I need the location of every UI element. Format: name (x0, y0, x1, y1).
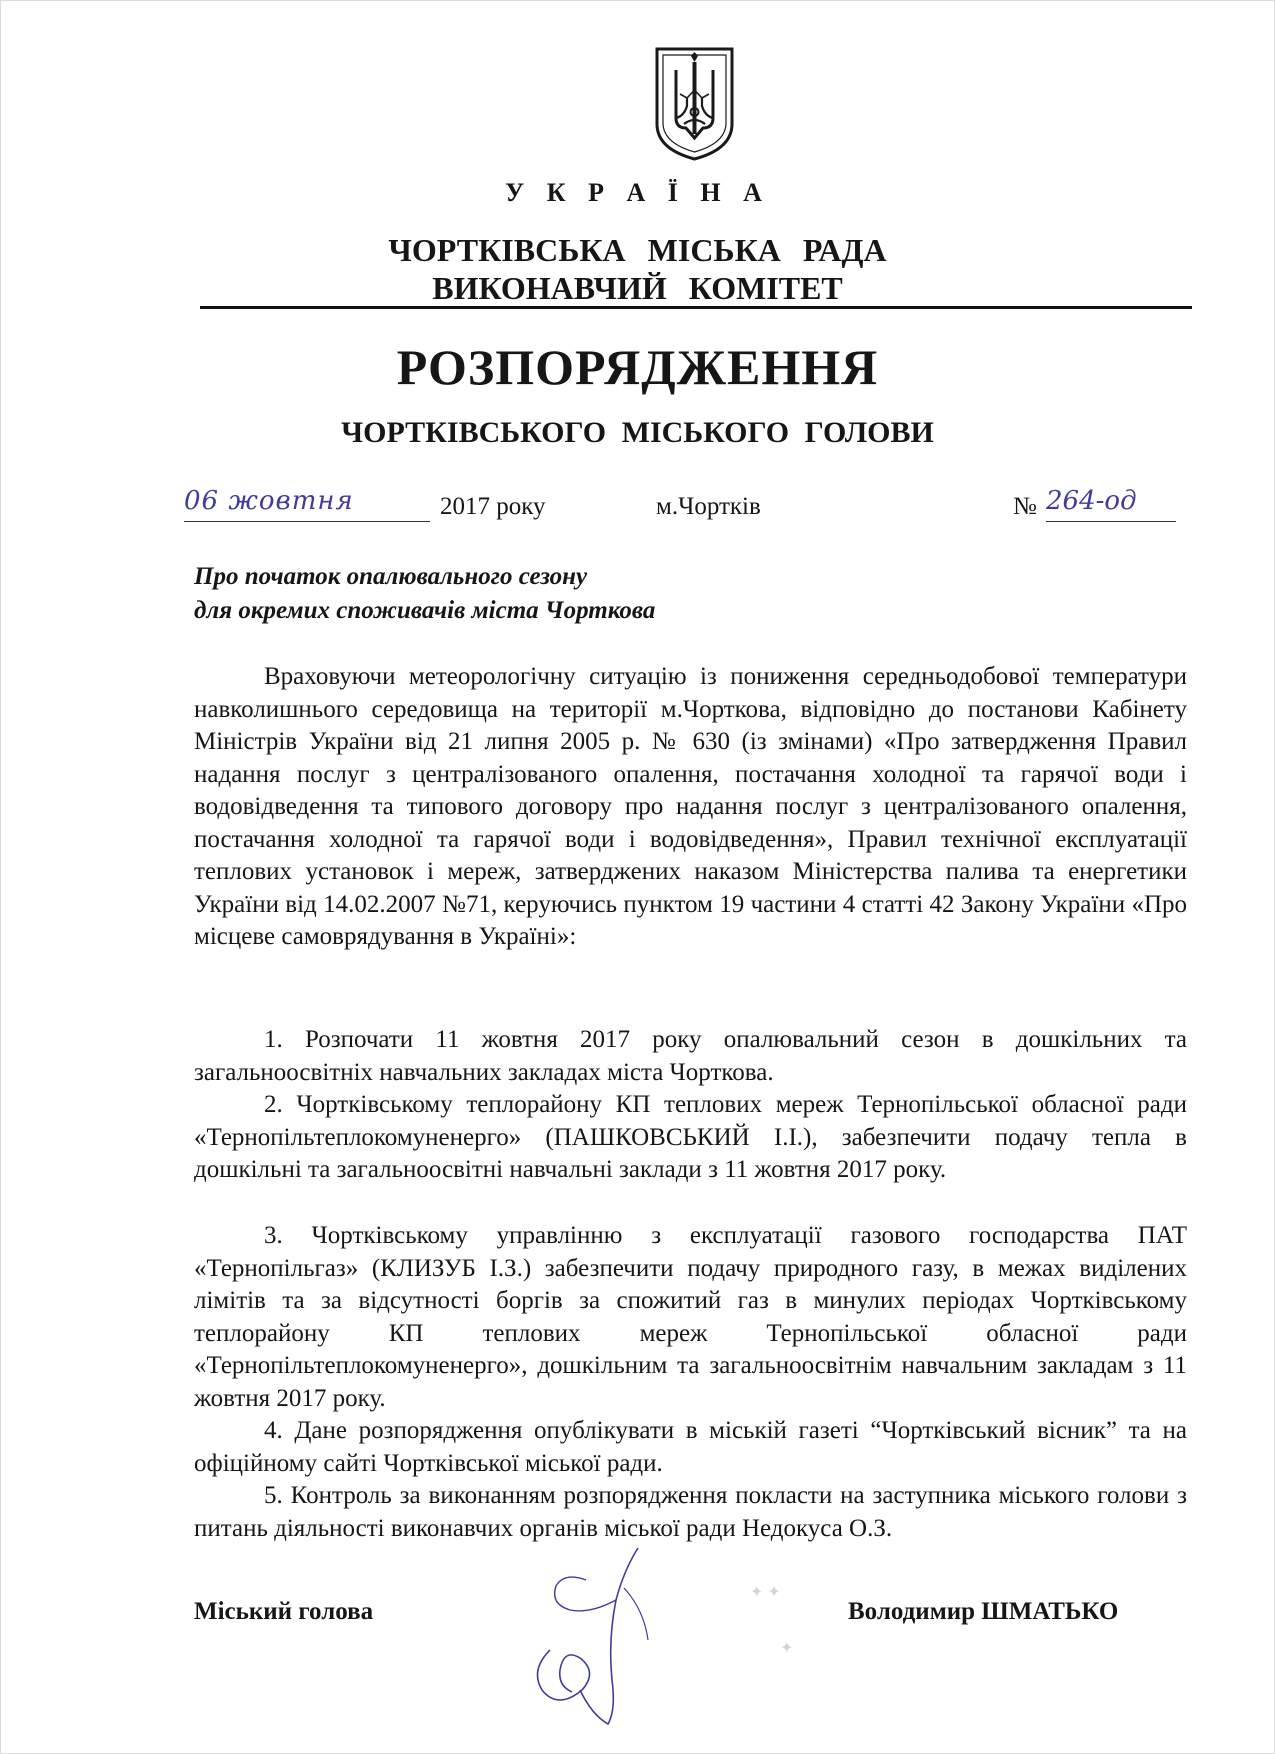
faint-stamp-mark: ✦ (780, 1640, 794, 1657)
handwritten-date: 06 жовтня (184, 486, 354, 516)
order-item-4: 4. Дане розпорядження опублікувати в міській газеті “Чортківський вісник” та на офіційному сайті Чортківської міської ради. (194, 1417, 1187, 1477)
faint-stamp-mark: ✦ ✦ (750, 1584, 781, 1601)
date-year: 2017 року (440, 493, 546, 520)
handwritten-signature-icon (520, 1540, 660, 1730)
handwritten-number: 264-од (1046, 486, 1137, 516)
order-item-5: 5. Контроль за виконанням розпорядження покласти на заступника міського голови з питань діяльності виконавчих органів міської ради Недокуса О.З. (194, 1482, 1187, 1542)
signatory-name: Володимир ШМАТЬКО (848, 1598, 1119, 1625)
number-underline (1046, 521, 1176, 522)
order-item-1: 1. Розпочати 11 жовтня 2017 року опалювальний сезон в дошкільних та загальноосвітніх навчальних закладах міста Чорткова. (194, 1026, 1187, 1086)
number-label: № (1013, 493, 1037, 520)
document-type-title: РОЗПОРЯДЖЕННЯ (396, 339, 879, 395)
date-underline (184, 521, 430, 522)
subject-line-2: для окремих споживачів міста Чорткова (194, 597, 656, 624)
signatory-title: Міський голова (194, 1598, 374, 1625)
subject-line-1: Про початок опалювального сезону (194, 563, 588, 590)
document-subject (194, 560, 655, 628)
order-item-3: 3. Чортківському управлінню з експлуатації газового господарства ПАТ «Тернопільгаз» (КЛИЗУБ І.З.) забезпечити подачу природного газу, в межах виділених лімітів та за відсутності боргів за спожитий газ в минулих періодах Чортківському теплорайону КП теплових мереж Тернопільської обласної ради «Тернопільтеплокомуненерго», дошкільним та загальноосвітнім навчальним закладам з 11 жовтня 2017 року. (194, 1222, 1187, 1412)
order-item-2: 2. Чортківському теплорайону КП теплових мереж Тернопільської обласної ради «Тернопільтеплокомуненерго» (ПАШКОВСЬКИЙ І.І.), забезпечити подачу тепла в дошкільні та загальноосвітні навчальні заклади з 11 жовтня 2017 року. (194, 1091, 1187, 1183)
preamble-paragraph: Враховуючи метеорологічну ситуацію із пониження середньодобової температури навколишнього середовища на території м.Чорткова, відповідно до постанови Кабінету Міністрів України від 21 липня 2005 р. № 630 (із змінами) «Про затвердження Правил надання послуг з централізованого опалення, постачання холодної та гарячої води і водовідведення та типового договору про надання послуг з централізованого опалення, постачання холодної та гарячої води і водовідведення», Правил технічної експлуатації теплових установок і мереж, затверджених наказом Міністерства палива та енергетики України від 14.02.2007 №71, керуючись пунктом 19 частини 4 статті 42 Закону України «Про місцеве самоврядування в Україні»: (194, 663, 1187, 950)
committee-name: ВИКОНАВЧИЙ КОМІТЕТ (432, 270, 843, 306)
council-name: ЧОРТКІВСЬКА МІСЬКА РАДА (388, 232, 887, 268)
coat-of-arms-icon (654, 46, 735, 162)
country-name: У К Р А Ї Н А (505, 178, 770, 207)
header-divider (200, 306, 1192, 309)
city-label: м.Чортків (656, 493, 761, 520)
document-author: ЧОРТКІВСЬКОГО МІСЬКОГО ГОЛОВИ (341, 416, 934, 449)
